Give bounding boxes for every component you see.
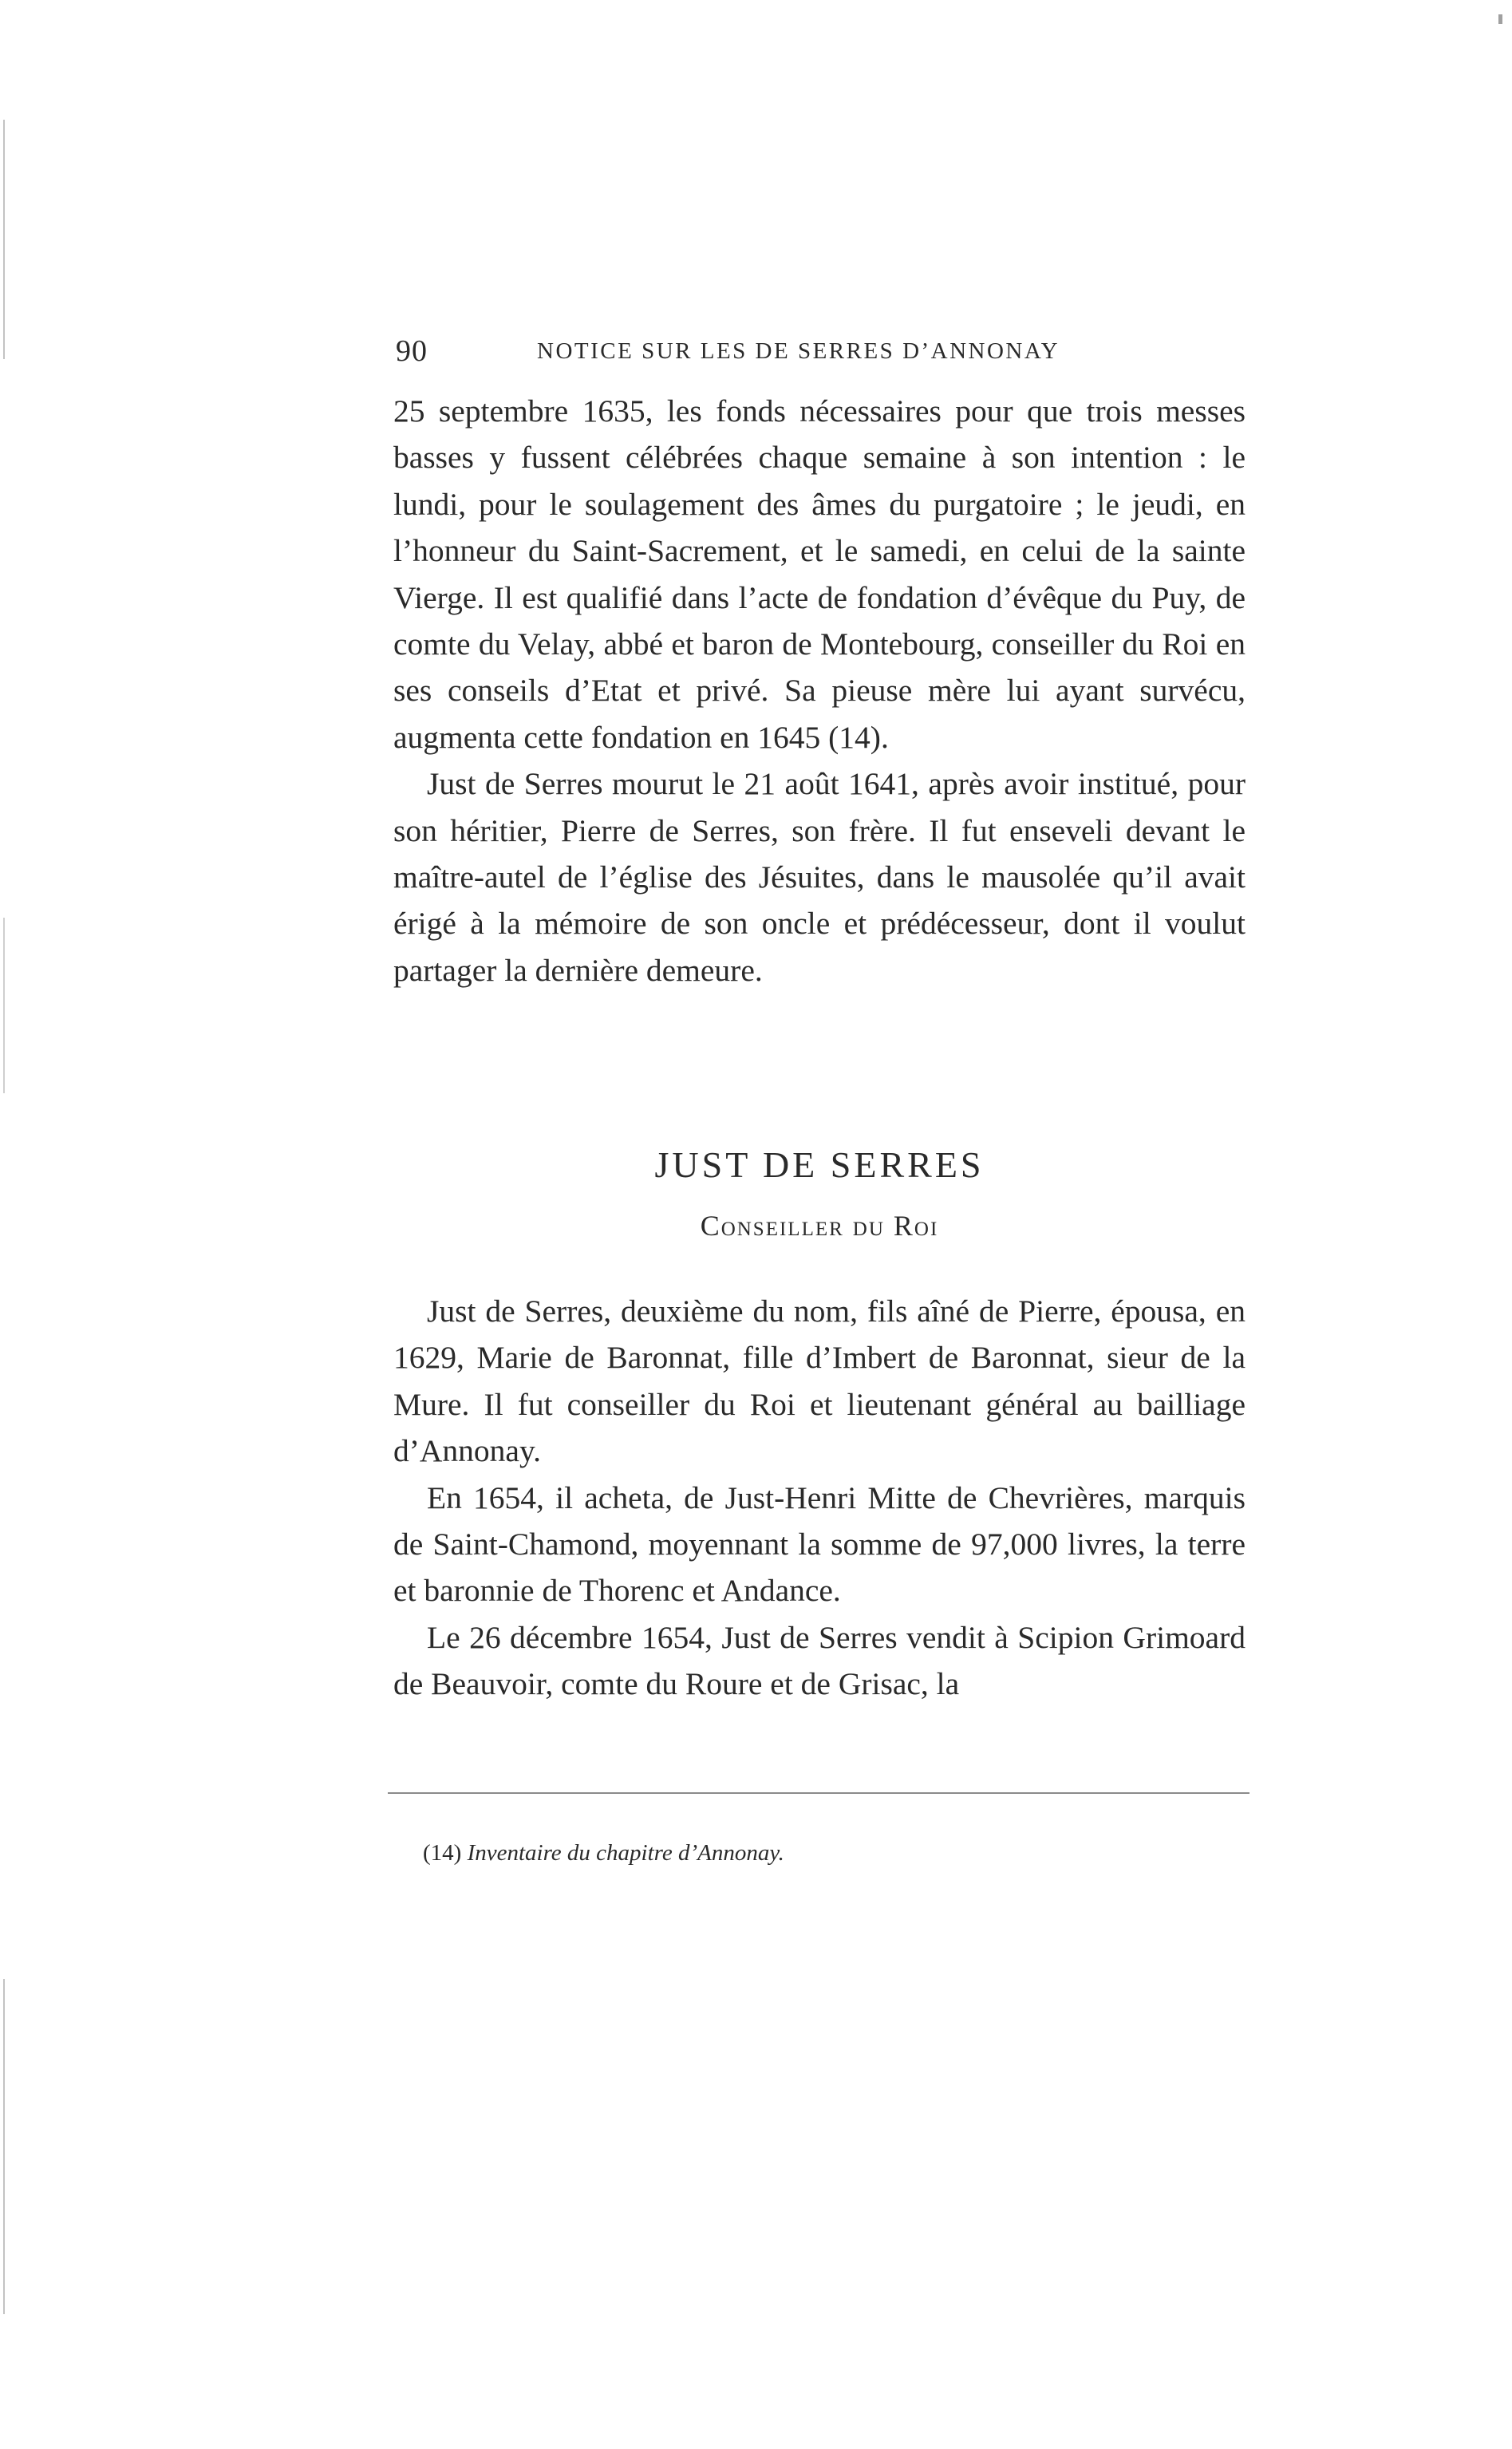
scan-edge-mark (1498, 14, 1502, 24)
footnote-rule (388, 1792, 1249, 1794)
footnote-number: (14) (423, 1840, 462, 1866)
paragraph: Just de Serres mourut le 21 août 1641, après avoir institué, pour son héritier, Pierre de Serres, son frère. Il fut enseveli devant le maître-autel de l’église des Jésuites, dans le mausolée qu’il avait érigé à la mémoire de son oncle et prédécesseur, dont il voulut partager la dernière demeure. (393, 766, 1246, 988)
footnote-title: Inventaire du chapitre d’Annonay. (467, 1840, 784, 1866)
paragraph: En 1654, il acheta, de Just-Henri Mitte de Chevrières, marquis de Saint-Chamond, moyennant la somme de 97,000 livres, la terre et baronnie de Thorenc et Andance. (393, 1479, 1246, 1609)
scan-edge-mark (3, 120, 5, 359)
text-block-bottom (393, 1288, 1246, 1708)
paragraph: Just de Serres, deuxième du nom, fils aîné de Pierre, épousa, en 1629, Marie de Baronnat, fille d’Imbert de Baronnat, sieur de la Mure. Il fut conseiller du Roi et lieutenant général au bailliage d’Annonay. (393, 1294, 1246, 1469)
paragraph: Le 26 décembre 1654, Just de Serres vendit à Scipion Grimoard de Beauvoir, comte du Roure et de Grisac, la (393, 1619, 1246, 1702)
page-number: 90 (396, 334, 428, 368)
footnote (423, 1840, 784, 1866)
section-subtitle: Conseiller du Roi (700, 1210, 939, 1242)
page-header (396, 334, 1273, 373)
scan-edge-mark (3, 918, 5, 1093)
running-title: NOTICE SUR LES DE SERRES D’ANNONAY (537, 338, 1060, 364)
text-block-top (393, 388, 1246, 993)
section-title: JUST DE SERRES (654, 1144, 985, 1185)
paragraph: 25 septembre 1635, les fonds nécessaires pour que trois messes basses y fussent célébrées chaque semaine à son intention : le lundi, pour le soulagement des âmes du purgatoire ; le jeudi, en l’honneur du Saint-Sacrement, et le samedi, en celui de la sainte Vierge. Il est qualifié dans l’acte de fondation d’évêque du Puy, de comte du Velay, abbé et baron de Montebourg, conseiller du Roi en ses conseils d’Etat et privé. Sa pieuse mère lui ayant survécu, augmenta cette fondation en 1645 (14). (393, 393, 1246, 755)
scan-edge-mark (3, 1979, 5, 2314)
